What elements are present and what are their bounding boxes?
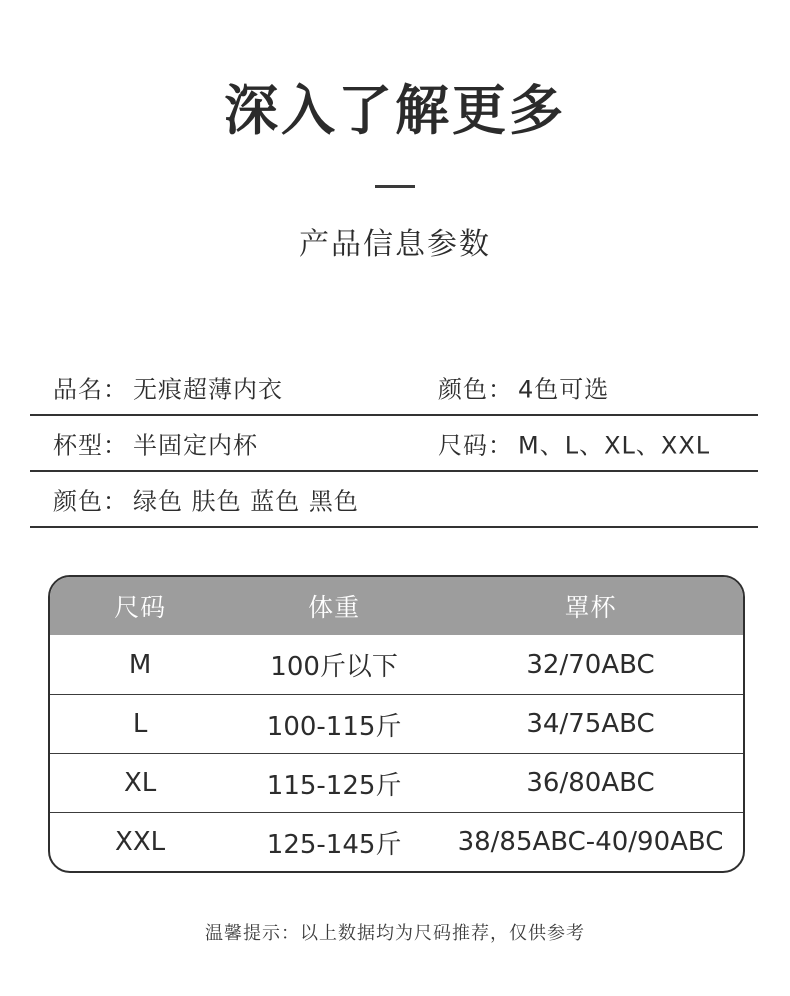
cell-size: L xyxy=(132,709,148,740)
table-row-xl xyxy=(50,753,743,812)
spec-color-count xyxy=(438,370,609,405)
spec-label-sizes: 尺码： xyxy=(438,431,513,460)
spec-row-colors xyxy=(30,472,758,528)
table-row-xxl xyxy=(50,812,743,871)
spec-cup-type xyxy=(53,426,258,461)
footer-note: 温馨提示：以上数据均为尺码推荐，仅供参考 xyxy=(205,923,585,945)
spec-value-cup-type: 半固定内杯 xyxy=(133,431,258,460)
cell-weight: 100-115斤 xyxy=(266,711,402,742)
size-table xyxy=(48,575,745,873)
cell-weight: 125-145斤 xyxy=(266,829,402,860)
page-subtitle: 产品信息参数 xyxy=(299,227,491,263)
spec-sizes xyxy=(438,426,710,461)
spec-row-cup-size xyxy=(30,416,758,472)
spec-row-name-color-count xyxy=(30,360,758,416)
header-cell-weight: 体重 xyxy=(308,593,361,623)
cell-size: XL xyxy=(123,768,157,799)
spec-colors xyxy=(53,482,359,517)
cell-cup: 34/75ABC xyxy=(526,709,655,740)
page-title: 深入了解更多 xyxy=(224,79,566,142)
table-row-l xyxy=(50,694,743,753)
spec-value-color-count: 4色可选 xyxy=(518,375,610,404)
spec-label-product-name: 品名： xyxy=(53,375,128,404)
cell-cup: 36/80ABC xyxy=(526,768,655,799)
divider-dash xyxy=(375,185,415,188)
spec-label-color-count: 颜色： xyxy=(438,375,513,404)
header-cell-size: 尺码 xyxy=(114,593,167,623)
cell-weight: 115-125斤 xyxy=(266,770,402,801)
spec-label-colors: 颜色： xyxy=(53,487,128,516)
cell-weight: 100斤以下 xyxy=(270,652,398,683)
cell-size: XXL xyxy=(115,827,166,858)
product-specs xyxy=(30,360,758,528)
cell-size: M xyxy=(128,649,152,680)
cell-cup: 38/85ABC-40/90ABC xyxy=(457,827,724,858)
header-cell-cup: 罩杯 xyxy=(564,593,617,623)
spec-value-colors: 绿色 肤色 蓝色 黑色 xyxy=(133,487,359,516)
spec-value-sizes: M、L、XL、XXL xyxy=(518,431,711,460)
table-row-m xyxy=(50,635,743,694)
size-table-header xyxy=(50,577,743,635)
spec-label-cup-type: 杯型： xyxy=(53,431,128,460)
spec-value-product-name: 无痕超薄内衣 xyxy=(133,375,283,404)
spec-product-name xyxy=(53,370,283,405)
cell-cup: 32/70ABC xyxy=(526,649,655,680)
